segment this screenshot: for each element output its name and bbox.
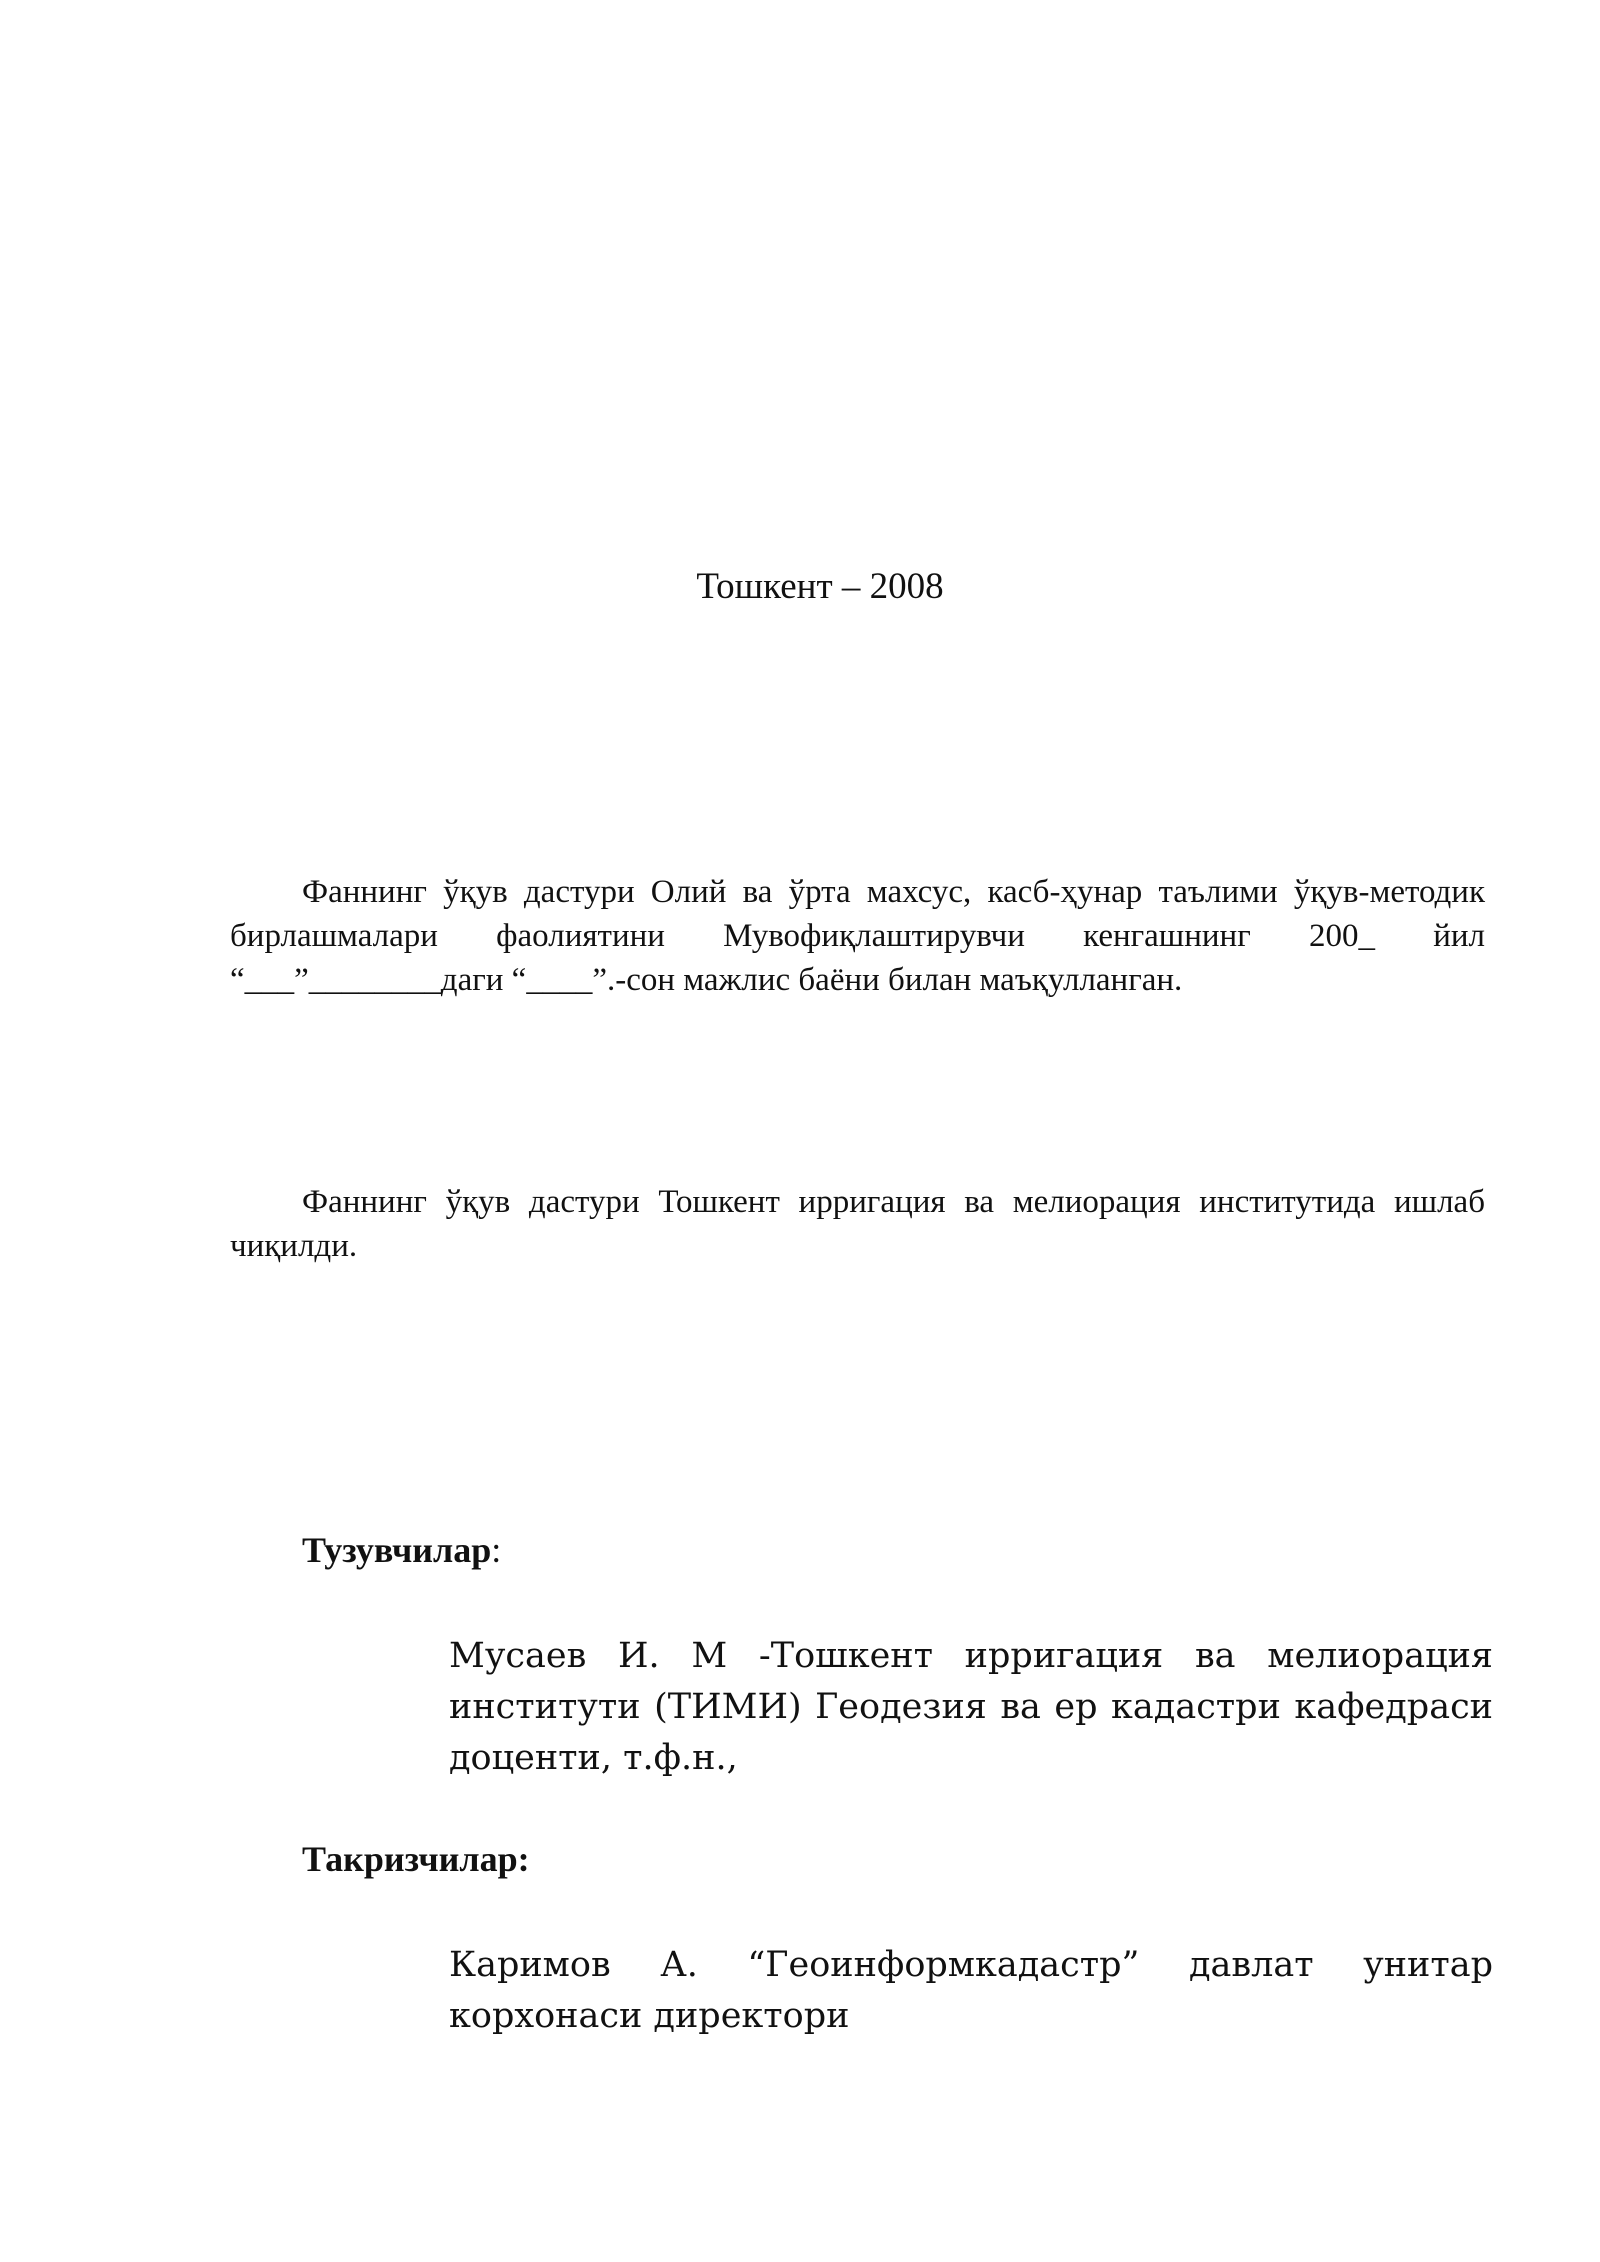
approval-paragraph: Фаннинг ўқув дастури Олий ва ўрта махсус, касб-ҳунар таълими ўқув-методик бирлашмалари фаолиятини Мувофиқлаштирувчи кенгашнинг 200_ йил “___”________даги “____”.-сон мажлис баёни билан маъқулланган. — [230, 874, 1485, 998]
city-year-line: Тошкент – 2008 — [696, 566, 944, 607]
reviewer-entry: Каримов А. “Геоинформкадастр” давлат унитар корхонаси директори — [449, 1945, 1493, 2036]
reviewers-heading: Такризчилар: — [302, 1839, 530, 1879]
authors-heading — [302, 1526, 501, 1574]
author-entry: Мусаев И. М -Тошкент ирригация ва мелиорация институти (ТИМИ) Геодезия ва ер кадастри кафедраси доценти, т.ф.н., — [449, 1636, 1493, 1778]
authors-heading-colon: : — [491, 1530, 502, 1570]
authors-heading-label: Тузувчилар — [302, 1530, 492, 1570]
developed-at-paragraph: Фаннинг ўқув дастури Тошкент ирригация ва мелиорация институтида ишлаб чиқилди. — [230, 1184, 1485, 1264]
